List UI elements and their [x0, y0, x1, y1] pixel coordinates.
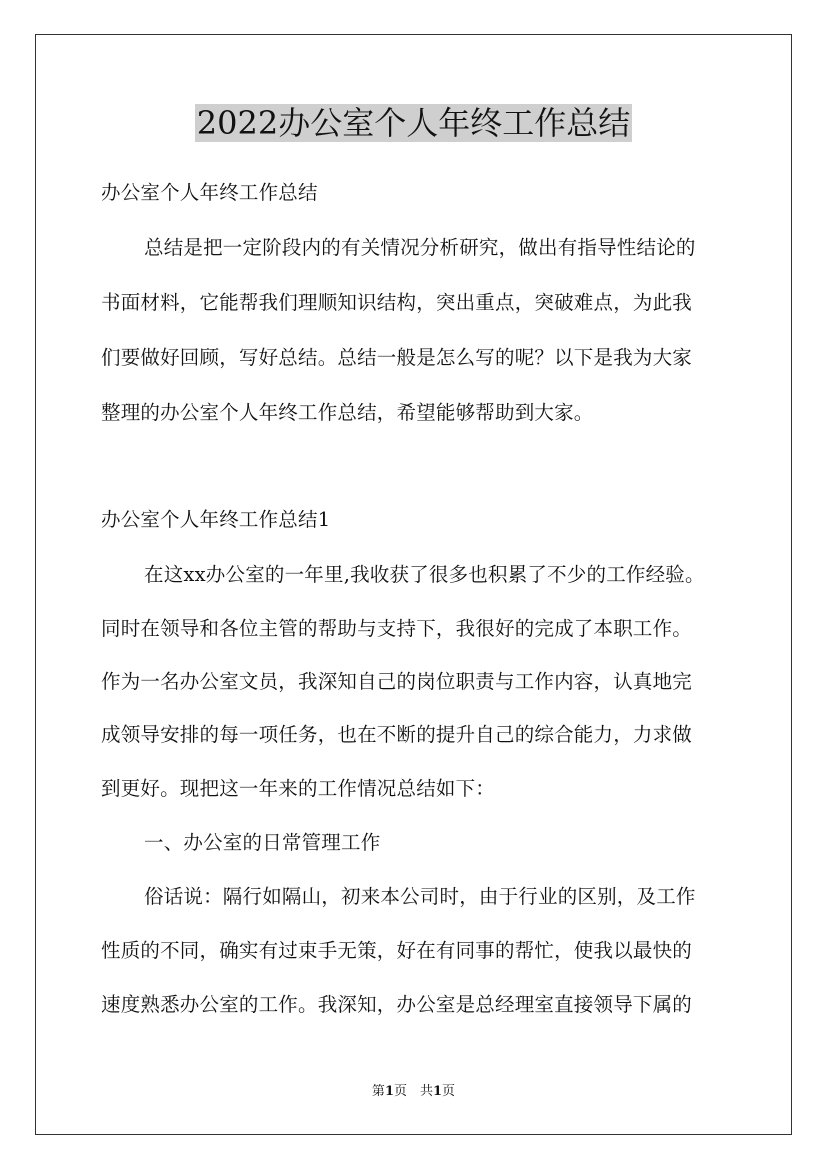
- document-title-text: 2022办公室个人年终工作总结: [196, 104, 631, 142]
- page-footer-prefix: 第: [371, 1084, 385, 1099]
- page-footer-mid: 页 共: [393, 1084, 433, 1099]
- section-line: 在这xx办公室的一年里,我收获了很多也积累了不少的工作经验。: [144, 563, 705, 586]
- document-title: [0, 100, 827, 146]
- section-heading: 办公室个人年终工作总结1: [101, 508, 331, 531]
- body-line: 俗话说：隔行如隔山，初来本公司时，由于行业的区别，及工作: [144, 885, 696, 908]
- page-footer: [0, 1082, 827, 1102]
- body-line: 速度熟悉办公室的工作。我深知，办公室是总经理室直接领导下属的: [101, 993, 693, 1016]
- body-line: 性质的不同，确实有过束手无策，好在有同事的帮忙，使我以最快的: [101, 939, 693, 962]
- intro-line: 总结是把一定阶段内的有关情况分析研究，做出有指导性结论的: [144, 236, 696, 259]
- section-line: 同时在领导和各位主管的帮助与支持下，我很好的完成了本职工作。: [101, 617, 693, 640]
- subheading: 一、办公室的日常管理工作: [144, 831, 381, 854]
- intro-line: 们要做好回顾，写好总结。总结一般是怎么写的呢？以下是我为大家: [101, 346, 693, 369]
- section-line: 成领导安排的每一项任务，也在不断的提升自己的综合能力，力求做: [101, 723, 693, 746]
- page-total-number: 1: [433, 1084, 443, 1099]
- intro-line: 整理的办公室个人年终工作总结，希望能够帮助到大家。: [101, 401, 594, 424]
- document-subtitle: 办公室个人年终工作总结: [101, 181, 318, 204]
- section-line: 作为一名办公室文员，我深知自己的岗位职责与工作内容，认真地完: [101, 670, 693, 693]
- intro-line: 书面材料，它能帮我们理顺知识结构，突出重点，突破难点，为此我: [101, 291, 693, 314]
- page-footer-suffix: 页: [442, 1084, 456, 1099]
- page-current-number: 1: [384, 1084, 394, 1099]
- section-line: 到更好。现把这一年来的工作情况总结如下：: [101, 777, 496, 800]
